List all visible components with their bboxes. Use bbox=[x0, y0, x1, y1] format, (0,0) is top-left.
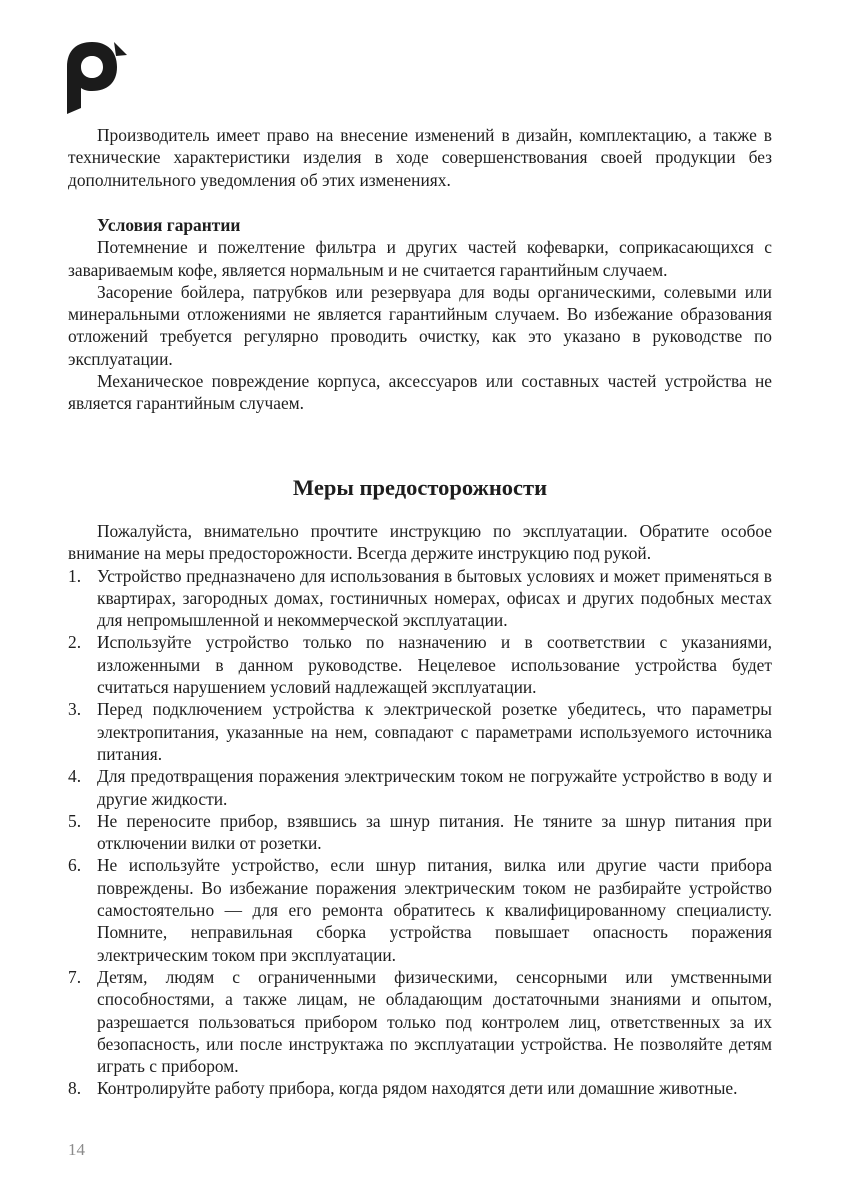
list-item-text: Устройство предназначено для использования в бытовых условиях и может применяться в квартирах, загородных домах, гостиничных номерах, офисах и других подобных местах для непромышленной и некоммерческой эксплуатации. bbox=[97, 565, 772, 631]
warranty-paragraph: Засорение бойлера, патрубков или резервуара для воды органическими, солевыми или минеральными отложениями не является гарантийным случаем. Во избежание образования отложений требуется регулярно проводить очистку, как это указано в руководстве по эксплуатации. bbox=[68, 281, 772, 369]
section-title: Меры предосторожности bbox=[292, 475, 548, 500]
list-item-text: Для предотвращения поражения электрическим током не погружайте устройство в воду и другие жидкости. bbox=[97, 766, 772, 809]
list-item-text: Контролируйте работу прибора, когда рядом находятся дети или домашние животные. bbox=[97, 1078, 738, 1099]
list-item-number: 8. bbox=[68, 1078, 82, 1099]
list-item-number: 2. bbox=[68, 632, 82, 653]
list-item bbox=[68, 1077, 772, 1099]
list-item-text: Детям, людям с ограниченными физическими, сенсорными или умственными способностями, а также лицам, не обладающим достаточными знаниями и опытом, разрешается пользоваться прибором только под контролем лиц, ответственных за их безопасность, или после инструктажа по эксплуатации устройства. Не позволяйте детям играть с прибором. bbox=[97, 966, 772, 1077]
warranty-section bbox=[68, 214, 772, 415]
warranty-heading: Условия гарантии bbox=[97, 215, 241, 235]
list-item-text: Не переносите прибор, взявшись за шнур питания. Не тяните за шнур питания при отключении вилки от розетки. bbox=[97, 810, 772, 854]
warranty-paragraph: Потемнение и пожелтение фильтра и других частей кофеварки, соприкасающихся с завариваемым кофе, является нормальным и не считается гарантийным случаем. bbox=[68, 237, 772, 280]
list-item-number: 3. bbox=[68, 699, 82, 720]
precautions-list bbox=[68, 565, 772, 1100]
list-item bbox=[68, 698, 772, 765]
list-item-number: 5. bbox=[68, 810, 82, 831]
list-item bbox=[68, 854, 772, 965]
list-item-text: Перед подключением устройства к электрической розетке убедитесь, что параметры электропитания, указанные на нем, совпадают с параметрами используемого источника питания. bbox=[97, 699, 772, 764]
list-item bbox=[68, 765, 772, 810]
list-item-number: 4. bbox=[68, 766, 82, 787]
list-item bbox=[68, 966, 772, 1077]
intro-section bbox=[68, 124, 772, 191]
precautions-intro: Пожалуйста, внимательно прочтите инструкцию по эксплуатации. Обратите особое внимание на меры предосторожности. Всегда держите инструкцию под рукой. bbox=[68, 521, 772, 564]
brand-logo-icon bbox=[67, 38, 129, 114]
page-number: 14 bbox=[68, 1140, 85, 1159]
list-item-number: 7. bbox=[68, 966, 82, 987]
precautions-section bbox=[68, 520, 772, 1100]
list-item-number: 1. bbox=[68, 565, 82, 586]
list-item bbox=[68, 810, 772, 855]
brand-p-logo-icon bbox=[67, 38, 129, 114]
list-item-text: Не используйте устройство, если шнур питания, вилка или другие части прибора повреждены. Во избежание поражения электрическим током не разбирайте устройство самостоятельно — для его ремонта обратитесь к квалифицированному специалисту. Помните, неправильная сборка устройства повышает опасность поражения электрическим током при эксплуатации. bbox=[97, 855, 772, 965]
list-item bbox=[68, 565, 772, 632]
list-item bbox=[68, 631, 772, 698]
intro-paragraph: Производитель имеет право на внесение изменений в дизайн, комплектацию, а также в технические характеристики изделия в ходе совершенствования своей продукции без дополнительного уведомления об этих изменениях. bbox=[68, 125, 772, 190]
list-item-number: 6. bbox=[68, 855, 82, 876]
warranty-paragraph: Механическое повреждение корпуса, аксессуаров или составных частей устройства не является гарантийным случаем. bbox=[68, 371, 772, 414]
list-item-text: Используйте устройство только по назначению и в соответствии с указаниями, изложенными в данном руководстве. Нецелевое использование устройства будет считаться нарушением условий надлежащей эксплуатации. bbox=[97, 632, 772, 698]
